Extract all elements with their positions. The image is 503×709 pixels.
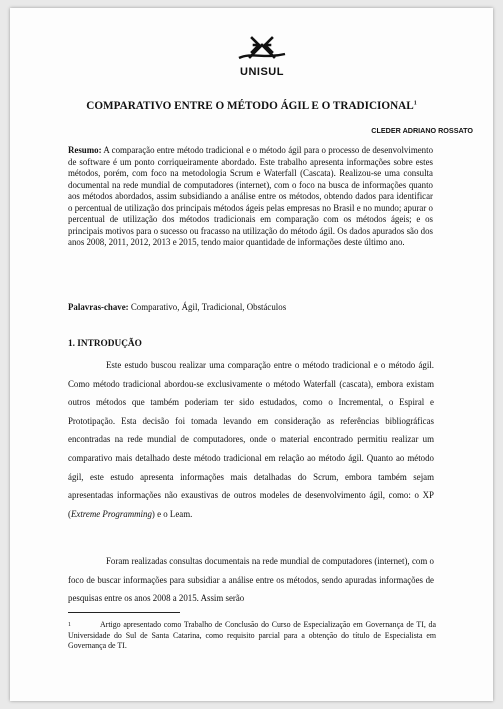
author-name: CLEDER ADRIANO ROSSATO (371, 126, 473, 135)
abstract-text: A comparação entre método tradicional e o método ágil para o processo de desenvolvimento de software é um ponto corriqueiramente abordado. Este trabalho apresenta informações sobre estes métodos, porém, com foco na metodologia Scrum e Waterfall (Cascata). Realizou-se uma consulta documental na rede mundial de computadores (internet), com o foco na busca de informações quanto aos métodos abordados, assim subsidiando a análise entre os métodos, obtendo dados para identificar o percentual de utilização dos principais métodos ágeis pelas empresas no Brasil e no mundo; apurar o percentual de utilização dos métodos tradicionais em comparação com os métodos ágeis; e os principais motivos para o sucesso ou fracasso na utilização do método ágil. Os dados apurados são dos anos 2008, 2011, 2012, 2013 e 2015, tendo maior quantidade de informações deste último ano. (68, 145, 434, 247)
document-page (10, 8, 493, 701)
footnote-divider (68, 612, 180, 613)
keywords (68, 302, 448, 312)
abstract (68, 145, 433, 249)
footnote (68, 620, 436, 652)
intro-paragraph-2: Foram realizadas consultas documentais na rede mundial de computadores (internet), com o foco de buscar informações para subsidiar a análise entre os métodos, sendo apuradas informações de pesquisas entre os anos 2008 a 2015. Assim serão (68, 556, 434, 604)
keywords-text: Comparativo, Ágil, Tradicional, Obstáculos (130, 302, 287, 312)
logo-text: UNISUL (240, 66, 284, 78)
title-footnote-mark: 1 (413, 100, 417, 107)
unisul-logo-icon (230, 30, 294, 66)
section-heading-introduction: 1. INTRODUÇÃO (68, 339, 142, 349)
intro-paragraph-1 (68, 356, 434, 523)
keywords-label: Palavras-chave: (68, 302, 129, 312)
intro-paragraph-1-part-a: Este estudo buscou realizar uma comparação entre o método tradicional e o método ágil. Como método tradicional abordou-se exclusivamente o método Waterfall (cascata), embora existam outros métodos que também poderiam ter sido estudados, como o Incremental, o Espiral e Prototipação. Esta decisão foi tomada levando em consideração as referências bibliográficas encontradas na rede mundial de computadores, onde o material encontrado permitiu realizar um comparativo mais detalhado deste método tradicional em relação ao método ágil. Quanto ao método ágil, este estudo apresenta informações mais detalhadas do Scrum, embora também sejam apresentadas informações não exaustivas de outros modeles de desenvolvimento ágil, como: o XP ( (68, 360, 434, 519)
abstract-label: Resumo: (68, 145, 102, 155)
footnote-mark: 1 (68, 622, 71, 628)
paper-title-text: COMPARATIVO ENTRE O MÉTODO ÁGIL E O TRADICIONAL (86, 100, 414, 112)
footnote-text: Artigo apresentado como Trabalho de Conclusão do Curso de Especialização em Governança de TI, da Universidade do Sul de Santa Catarina, como requisito parcial para a obtenção do título de Especialista em Governança de TI. (68, 620, 436, 650)
intro-paragraph-1-part-b: ) e o Leam. (151, 508, 193, 519)
unisul-logo (230, 30, 294, 80)
paper-title (20, 100, 483, 112)
intro-paragraph-1-emphasis: Extreme Programming (70, 508, 152, 519)
